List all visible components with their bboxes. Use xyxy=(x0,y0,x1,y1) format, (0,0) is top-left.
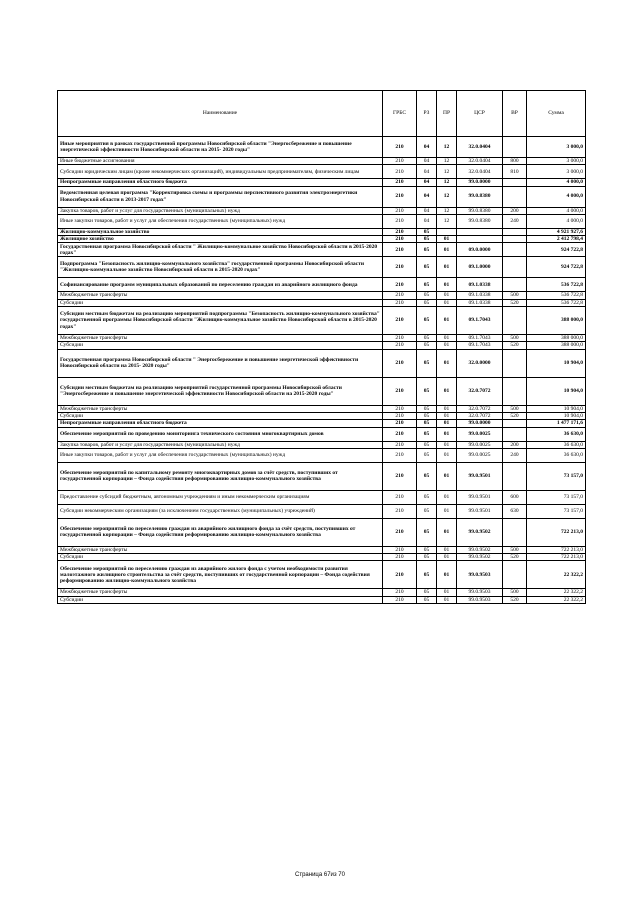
row-rz-cell: 05 xyxy=(417,228,437,235)
row-rz-cell: 05 xyxy=(417,335,437,342)
row-name-cell: Субсидии местным бюджетам на реализацию мероприятий государственной программы Новосибирской области "Энергосбережение и повышение энергетической эффективности Новосибирской области на 2015-2020 годы" xyxy=(58,377,383,405)
row-rz-cell: 05 xyxy=(417,405,437,412)
table-row xyxy=(58,299,586,306)
row-grbs-cell: 210 xyxy=(383,278,417,292)
row-sum-cell: 388 000,0 xyxy=(527,342,586,349)
row-csr-cell: 99.0.8380 xyxy=(457,186,503,207)
row-pr-cell: 01 xyxy=(437,412,457,419)
row-pr-cell: 01 xyxy=(437,257,457,278)
row-vr-cell: 200 xyxy=(503,207,527,214)
row-grbs-cell: 210 xyxy=(383,589,417,596)
row-sum-cell: 73 157,0 xyxy=(527,504,586,518)
row-csr-cell: 32.0.0404 xyxy=(457,137,503,158)
row-sum-cell: 3 000,0 xyxy=(527,158,586,165)
row-rz-cell: 05 xyxy=(417,236,437,243)
budget-table-container xyxy=(57,90,585,604)
row-csr-cell: 32.0.0000 xyxy=(457,349,503,377)
row-csr-cell: 09.1.0338 xyxy=(457,278,503,292)
row-sum-cell: 924 722,8 xyxy=(527,257,586,278)
row-csr-cell: 99.0.9501 xyxy=(457,504,503,518)
row-vr-cell: 800 xyxy=(503,158,527,165)
row-sum-cell: 3 000,0 xyxy=(527,137,586,158)
table-row xyxy=(58,228,586,235)
header-sum: Сумма xyxy=(527,91,586,137)
row-grbs-cell: 210 xyxy=(383,214,417,228)
row-name-cell: Межбюджетные трансферты xyxy=(58,405,383,412)
row-name-cell: Межбюджетные трансферты xyxy=(58,335,383,342)
table-row xyxy=(58,179,586,186)
row-rz-cell: 04 xyxy=(417,137,437,158)
row-csr-cell xyxy=(457,236,503,243)
header-grbs: ГРБС xyxy=(383,91,417,137)
row-name-cell: Субсидии xyxy=(58,412,383,419)
row-vr-cell xyxy=(503,377,527,405)
row-pr-cell: 12 xyxy=(437,207,457,214)
row-name-cell: Закупка товаров, работ и услуг для государственных (муниципальных) нужд xyxy=(58,441,383,448)
row-sum-cell: 4 000,0 xyxy=(527,186,586,207)
row-name-cell: Непрограммные направления областного бюджета xyxy=(58,179,383,186)
row-name-cell: Предоставление субсидий бюджетным, автономным учреждениям и иным некоммерческим организациям xyxy=(58,490,383,504)
row-name-cell: Межбюджетные трансферты xyxy=(58,589,383,596)
row-grbs-cell: 210 xyxy=(383,335,417,342)
row-vr-cell: 500 xyxy=(503,589,527,596)
row-sum-cell: 722 213,0 xyxy=(527,518,586,546)
row-pr-cell: 01 xyxy=(437,462,457,490)
row-vr-cell xyxy=(503,307,527,335)
row-rz-cell: 05 xyxy=(417,349,437,377)
row-sum-cell: 4 921 927,6 xyxy=(527,228,586,235)
row-pr-cell: 01 xyxy=(437,243,457,257)
row-grbs-cell: 210 xyxy=(383,165,417,179)
row-pr-cell: 01 xyxy=(437,441,457,448)
row-name-cell: Обеспечение мероприятий по проведению мониторинга технического состояния многоквартирных домов xyxy=(58,427,383,441)
row-csr-cell: 09.1.7043 xyxy=(457,342,503,349)
row-name-cell: Иные бюджетные ассигнования xyxy=(58,158,383,165)
row-pr-cell: 01 xyxy=(437,561,457,589)
row-grbs-cell: 210 xyxy=(383,179,417,186)
row-pr-cell: 12 xyxy=(437,186,457,207)
row-rz-cell: 05 xyxy=(417,596,437,603)
row-grbs-cell: 210 xyxy=(383,596,417,603)
row-sum-cell: 36 630,0 xyxy=(527,448,586,462)
row-grbs-cell: 210 xyxy=(383,377,417,405)
row-vr-cell xyxy=(503,137,527,158)
row-csr-cell: 99.0.9501 xyxy=(457,462,503,490)
row-vr-cell xyxy=(503,349,527,377)
row-rz-cell: 04 xyxy=(417,207,437,214)
row-pr-cell: 12 xyxy=(437,214,457,228)
row-name-cell: Непрограммные направления областного бюджета xyxy=(58,420,383,427)
row-grbs-cell: 210 xyxy=(383,342,417,349)
row-pr-cell: 12 xyxy=(437,158,457,165)
row-rz-cell: 05 xyxy=(417,490,437,504)
row-vr-cell xyxy=(503,236,527,243)
row-sum-cell: 73 157,0 xyxy=(527,490,586,504)
row-csr-cell: 99.0.0000 xyxy=(457,179,503,186)
header-name: Наименование xyxy=(58,91,383,137)
table-row xyxy=(58,561,586,589)
row-rz-cell: 04 xyxy=(417,179,437,186)
header-csr: ЦСР xyxy=(457,91,503,137)
table-row xyxy=(58,462,586,490)
row-csr-cell: 99.0.8380 xyxy=(457,207,503,214)
row-csr-cell: 99.0.9502 xyxy=(457,546,503,553)
table-row xyxy=(58,165,586,179)
row-name-cell: Субсидии xyxy=(58,299,383,306)
row-sum-cell: 4 000,0 xyxy=(527,207,586,214)
row-rz-cell: 05 xyxy=(417,427,437,441)
row-sum-cell: 536 722,8 xyxy=(527,278,586,292)
row-csr-cell: 99.0.0000 xyxy=(457,420,503,427)
row-vr-cell: 630 xyxy=(503,504,527,518)
row-name-cell: Обеспечение мероприятий по капитальному ремонту многоквартирных домов за счёт средств, поступивших от государственной корпорации – Фонда содействия реформированию жилищно-коммунального хозяйства xyxy=(58,462,383,490)
row-pr-cell: 01 xyxy=(437,342,457,349)
row-vr-cell: 500 xyxy=(503,335,527,342)
row-name-cell: Жилищно-коммунальное хозяйство xyxy=(58,228,383,235)
row-pr-cell: 01 xyxy=(437,236,457,243)
row-vr-cell: 200 xyxy=(503,441,527,448)
row-name-cell: Подпрограмма "Безопасность жилищно-коммунального хозяйства" государственной программы Новосибирской области "Жилищно-коммунальное хозяйство Новосибирской области в 2015-2020 годах" xyxy=(58,257,383,278)
row-rz-cell: 04 xyxy=(417,214,437,228)
row-vr-cell xyxy=(503,427,527,441)
row-pr-cell: 01 xyxy=(437,518,457,546)
row-grbs-cell: 210 xyxy=(383,137,417,158)
table-row xyxy=(58,448,586,462)
table-row xyxy=(58,278,586,292)
row-rz-cell: 05 xyxy=(417,412,437,419)
header-pr: ПР xyxy=(437,91,457,137)
table-row xyxy=(58,292,586,299)
row-sum-cell: 22 322,2 xyxy=(527,596,586,603)
row-csr-cell: 09.1.7043 xyxy=(457,307,503,335)
row-pr-cell: 01 xyxy=(437,546,457,553)
row-pr-cell: 01 xyxy=(437,554,457,561)
row-csr-cell: 99.0.9501 xyxy=(457,490,503,504)
row-name-cell: Государственная программа Новосибирской области " Энергосбережение и повышение энергетической эффективности Новосибирской области на 2015- 2020 годы" xyxy=(58,349,383,377)
table-row xyxy=(58,412,586,419)
row-sum-cell: 22 322,2 xyxy=(527,589,586,596)
row-sum-cell: 22 322,2 xyxy=(527,561,586,589)
table-row xyxy=(58,207,586,214)
row-grbs-cell: 210 xyxy=(383,292,417,299)
row-pr-cell: 01 xyxy=(437,278,457,292)
row-pr-cell: 01 xyxy=(437,589,457,596)
row-grbs-cell: 210 xyxy=(383,412,417,419)
row-grbs-cell: 210 xyxy=(383,299,417,306)
row-rz-cell: 05 xyxy=(417,420,437,427)
row-grbs-cell: 210 xyxy=(383,420,417,427)
row-rz-cell: 05 xyxy=(417,589,437,596)
row-vr-cell xyxy=(503,561,527,589)
row-pr-cell: 01 xyxy=(437,307,457,335)
row-csr-cell: 09.1.0338 xyxy=(457,292,503,299)
row-rz-cell: 04 xyxy=(417,158,437,165)
row-pr-cell: 01 xyxy=(437,490,457,504)
row-grbs-cell: 210 xyxy=(383,405,417,412)
row-pr-cell: 01 xyxy=(437,427,457,441)
table-row xyxy=(58,420,586,427)
row-sum-cell: 388 000,0 xyxy=(527,335,586,342)
row-rz-cell: 04 xyxy=(417,165,437,179)
row-sum-cell: 4 000,0 xyxy=(527,214,586,228)
row-sum-cell: 536 722,8 xyxy=(527,299,586,306)
table-row xyxy=(58,307,586,335)
row-grbs-cell: 210 xyxy=(383,349,417,377)
row-vr-cell: 810 xyxy=(503,165,527,179)
row-vr-cell: 500 xyxy=(503,405,527,412)
row-sum-cell: 722 213,0 xyxy=(527,546,586,553)
table-row xyxy=(58,518,586,546)
row-pr-cell: 01 xyxy=(437,448,457,462)
row-rz-cell: 05 xyxy=(417,441,437,448)
row-grbs-cell: 210 xyxy=(383,518,417,546)
row-pr-cell: 01 xyxy=(437,596,457,603)
row-csr-cell: 32.0.7072 xyxy=(457,377,503,405)
row-csr-cell: 99.0.9503 xyxy=(457,589,503,596)
row-vr-cell: 500 xyxy=(503,546,527,553)
row-name-cell: Субсидии некоммерческим организациям (за исключением государственных (муниципальных) учреждений) xyxy=(58,504,383,518)
row-csr-cell: 09.0.0000 xyxy=(457,243,503,257)
row-name-cell: Обеспечение мероприятий по переселению граждан из аварийного жилищного фонда за счёт средств, поступивших от государственной корпорации – Фонда содействия реформированию жилищно-коммунального хозяйства xyxy=(58,518,383,546)
row-rz-cell: 05 xyxy=(417,292,437,299)
row-grbs-cell: 210 xyxy=(383,462,417,490)
row-rz-cell: 05 xyxy=(417,561,437,589)
table-row xyxy=(58,335,586,342)
row-csr-cell: 99.0.0025 xyxy=(457,441,503,448)
row-name-cell: Субсидии xyxy=(58,342,383,349)
table-row xyxy=(58,596,586,603)
table-row xyxy=(58,257,586,278)
row-rz-cell: 05 xyxy=(417,307,437,335)
row-csr-cell: 99.0.0025 xyxy=(457,448,503,462)
table-row xyxy=(58,243,586,257)
row-sum-cell: 10 904,0 xyxy=(527,412,586,419)
row-grbs-cell: 210 xyxy=(383,257,417,278)
table-row xyxy=(58,349,586,377)
row-pr-cell: 12 xyxy=(437,165,457,179)
row-csr-cell: 99.0.9503 xyxy=(457,561,503,589)
table-row xyxy=(58,589,586,596)
row-sum-cell: 10 904,0 xyxy=(527,377,586,405)
table-row xyxy=(58,236,586,243)
header-vr: ВР xyxy=(503,91,527,137)
row-rz-cell: 05 xyxy=(417,504,437,518)
row-pr-cell: 12 xyxy=(437,137,457,158)
row-pr-cell: 01 xyxy=(437,292,457,299)
row-grbs-cell: 210 xyxy=(383,554,417,561)
row-grbs-cell: 210 xyxy=(383,307,417,335)
row-pr-cell: 01 xyxy=(437,504,457,518)
row-grbs-cell: 210 xyxy=(383,243,417,257)
row-sum-cell: 2 412 798,4 xyxy=(527,236,586,243)
row-vr-cell xyxy=(503,420,527,427)
table-body xyxy=(58,137,586,604)
table-row xyxy=(58,441,586,448)
row-csr-cell: 99.0.9502 xyxy=(457,554,503,561)
row-sum-cell: 73 157,0 xyxy=(527,462,586,490)
row-rz-cell: 05 xyxy=(417,278,437,292)
row-grbs-cell: 210 xyxy=(383,490,417,504)
row-grbs-cell: 210 xyxy=(383,228,417,235)
row-csr-cell: 99.0.8380 xyxy=(457,214,503,228)
row-rz-cell: 05 xyxy=(417,299,437,306)
row-sum-cell: 536 722,8 xyxy=(527,292,586,299)
row-pr-cell: 12 xyxy=(437,179,457,186)
row-vr-cell xyxy=(503,228,527,235)
row-name-cell: Иные закупки товаров, работ и услуг для обеспечения государственных (муниципальных) нужд xyxy=(58,448,383,462)
row-grbs-cell: 210 xyxy=(383,207,417,214)
table-row xyxy=(58,504,586,518)
row-csr-cell: 09.1.7043 xyxy=(457,335,503,342)
row-vr-cell xyxy=(503,462,527,490)
row-csr-cell: 99.0.0025 xyxy=(457,427,503,441)
row-sum-cell: 4 000,0 xyxy=(527,179,586,186)
row-vr-cell xyxy=(503,186,527,207)
row-vr-cell xyxy=(503,257,527,278)
row-grbs-cell: 210 xyxy=(383,236,417,243)
row-name-cell: Иные мероприятия в рамках государственной программы Новосибирской области "Энергосбережение и повышение энергетической эффективности Новосибирской области на 2015- 2020 годы" xyxy=(58,137,383,158)
row-csr-cell xyxy=(457,228,503,235)
row-vr-cell: 520 xyxy=(503,342,527,349)
row-rz-cell: 05 xyxy=(417,243,437,257)
row-pr-cell: 01 xyxy=(437,335,457,342)
row-csr-cell: 32.0.0404 xyxy=(457,165,503,179)
row-name-cell: Субсидии местным бюджетам на реализацию мероприятий подпрограммы "Безопасность жилищно-коммунального хозяйства" государственной программы Новосибирской области "Жилищно-коммунальное хозяйство Новосибирской области в 2015-2020 годах" xyxy=(58,307,383,335)
row-rz-cell: 05 xyxy=(417,462,437,490)
row-sum-cell: 722 213,0 xyxy=(527,554,586,561)
row-csr-cell: 99.0.9503 xyxy=(457,596,503,603)
table-row xyxy=(58,490,586,504)
row-pr-cell: 01 xyxy=(437,377,457,405)
row-pr-cell xyxy=(437,228,457,235)
row-rz-cell: 04 xyxy=(417,186,437,207)
row-name-cell: Закупка товаров, работ и услуг для государственных (муниципальных) нужд xyxy=(58,207,383,214)
table-row xyxy=(58,405,586,412)
row-grbs-cell: 210 xyxy=(383,427,417,441)
row-sum-cell: 36 630,0 xyxy=(527,441,586,448)
row-grbs-cell: 210 xyxy=(383,158,417,165)
row-grbs-cell: 210 xyxy=(383,441,417,448)
row-grbs-cell: 210 xyxy=(383,504,417,518)
budget-table xyxy=(57,90,586,604)
row-vr-cell: 500 xyxy=(503,292,527,299)
row-grbs-cell: 210 xyxy=(383,448,417,462)
row-sum-cell: 3 000,0 xyxy=(527,165,586,179)
row-sum-cell: 1 477 171,6 xyxy=(527,420,586,427)
table-row xyxy=(58,377,586,405)
row-sum-cell: 924 722,8 xyxy=(527,243,586,257)
row-csr-cell: 99.0.9502 xyxy=(457,518,503,546)
row-grbs-cell: 210 xyxy=(383,546,417,553)
row-csr-cell: 32.0.0404 xyxy=(457,158,503,165)
row-sum-cell: 10 904,0 xyxy=(527,405,586,412)
row-vr-cell: 520 xyxy=(503,299,527,306)
row-pr-cell: 01 xyxy=(437,405,457,412)
row-name-cell: Ведомственная целевая программа "Корректировка схемы и программы перспективного развития электроэнергетики Новосибирской области в 2013-2017 годах" xyxy=(58,186,383,207)
table-row xyxy=(58,554,586,561)
row-name-cell: Субсидии юридическим лицам (кроме некоммерческих организаций), индивидуальным предпринимателям, физическим лицам xyxy=(58,165,383,179)
row-vr-cell: 520 xyxy=(503,412,527,419)
row-grbs-cell: 210 xyxy=(383,561,417,589)
row-csr-cell: 32.0.7072 xyxy=(457,412,503,419)
table-row xyxy=(58,214,586,228)
row-pr-cell: 01 xyxy=(437,299,457,306)
row-vr-cell xyxy=(503,243,527,257)
table-row xyxy=(58,137,586,158)
table-row xyxy=(58,546,586,553)
row-vr-cell: 600 xyxy=(503,490,527,504)
row-sum-cell: 10 904,0 xyxy=(527,349,586,377)
row-sum-cell: 388 000,0 xyxy=(527,307,586,335)
row-pr-cell: 01 xyxy=(437,420,457,427)
header-rz: РЗ xyxy=(417,91,437,137)
row-name-cell: Межбюджетные трансферты xyxy=(58,292,383,299)
page-number: Страница 67из 70 xyxy=(295,872,345,878)
row-vr-cell: 240 xyxy=(503,214,527,228)
row-name-cell: Обеспечение мероприятий по переселению граждан из аварийного жилого фонда с учетом необходимости развития малоэтажного жилищного строительства за счёт средств, поступивших от государственной корпорации – Фонда содействия реформированию жилищно-коммунального хозяйства xyxy=(58,561,383,589)
row-vr-cell xyxy=(503,179,527,186)
table-header-row xyxy=(58,91,586,137)
row-csr-cell: 09.1.0338 xyxy=(457,299,503,306)
row-rz-cell: 05 xyxy=(417,342,437,349)
table-row xyxy=(58,158,586,165)
row-csr-cell: 32.0.7072 xyxy=(457,405,503,412)
row-pr-cell: 01 xyxy=(437,349,457,377)
row-rz-cell: 05 xyxy=(417,518,437,546)
row-csr-cell: 09.1.0000 xyxy=(457,257,503,278)
row-rz-cell: 05 xyxy=(417,257,437,278)
row-name-cell: Субсидии xyxy=(58,596,383,603)
table-row xyxy=(58,427,586,441)
row-name-cell: Субсидии xyxy=(58,554,383,561)
row-grbs-cell: 210 xyxy=(383,186,417,207)
row-name-cell: Государственная программа Новосибирской области " Жилищно-коммунальное хозяйство Новосибирской области в 2015-2020 годах" xyxy=(58,243,383,257)
row-vr-cell: 520 xyxy=(503,596,527,603)
row-rz-cell: 05 xyxy=(417,546,437,553)
row-name-cell: Жилищное хозяйство xyxy=(58,236,383,243)
row-sum-cell: 36 630,0 xyxy=(527,427,586,441)
row-vr-cell xyxy=(503,278,527,292)
row-rz-cell: 05 xyxy=(417,377,437,405)
row-rz-cell: 05 xyxy=(417,554,437,561)
row-vr-cell: 520 xyxy=(503,554,527,561)
table-row xyxy=(58,342,586,349)
row-vr-cell: 240 xyxy=(503,448,527,462)
row-vr-cell xyxy=(503,518,527,546)
table-row xyxy=(58,186,586,207)
row-name-cell: Иные закупки товаров, работ и услуг для обеспечения государственных (муниципальных) нужд xyxy=(58,214,383,228)
row-name-cell: Софинансирование программ муниципальных образований по переселению граждан из аварийного жилищного фонда xyxy=(58,278,383,292)
row-name-cell: Межбюджетные трансферты xyxy=(58,546,383,553)
row-rz-cell: 05 xyxy=(417,448,437,462)
